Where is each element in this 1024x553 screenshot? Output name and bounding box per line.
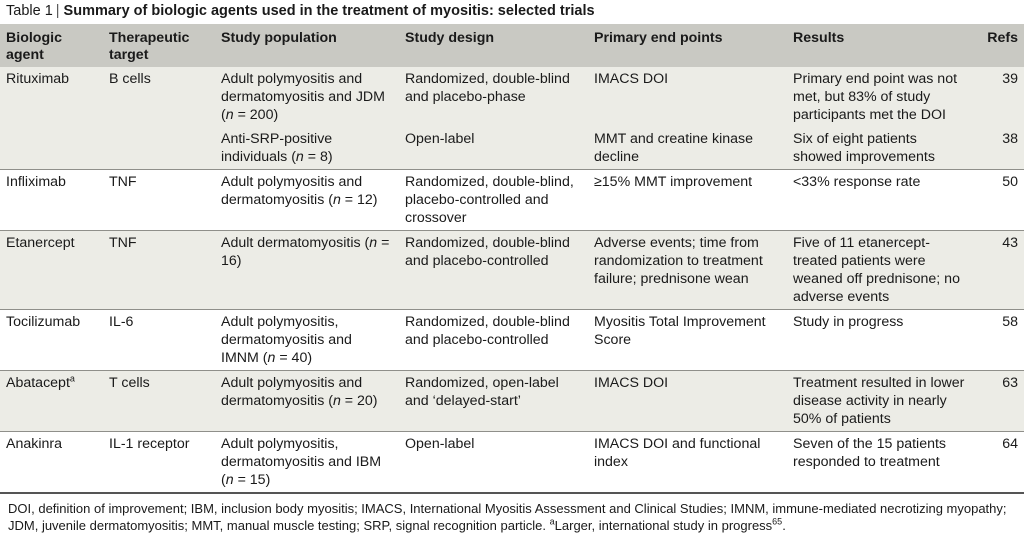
design-text: Randomized, double-blind and placebo-controlled [405,314,570,348]
results-text: Seven of the 15 patients responded to treatment [793,436,947,470]
table-header-row [0,24,1024,67]
cell-refs [974,371,1024,432]
population-text: Adult dermatomyositis ( [221,235,370,251]
cell-biologic-agent [0,310,103,371]
cell-primary-end-points [588,170,787,231]
population-count: = 200) [233,107,279,123]
endpoints-text: IMACS DOI and functional index [594,436,761,470]
cell-biologic-agent [0,371,103,432]
population-count: = 15) [233,472,271,488]
cell-biologic-agent [0,231,103,310]
cell-study-population [215,127,399,170]
header-biologic-agent: Biologic agent [0,24,103,67]
cell-therapeutic-target [103,170,215,231]
cell-results [787,371,974,432]
cell-study-population [215,371,399,432]
population-text: Adult polymyositis and dermatomyositis ( [221,174,363,208]
footnote-end: . [782,518,786,533]
agent-name: Anakinra [6,436,62,452]
cell-refs [974,170,1024,231]
design-text: Open-label [405,436,475,452]
design-text: Randomized, double-blind and placebo-controlled [405,235,570,269]
cell-study-population [215,231,399,310]
target-text: TNF [109,174,137,190]
footnote-marker: a [549,516,555,527]
population-count: = 40) [275,350,313,366]
cell-primary-end-points [588,432,787,493]
header-study-design: Study design [399,24,588,67]
population-n-symbol: n [225,472,234,488]
cell-primary-end-points [588,310,787,371]
results-text: Primary end point was not met, but 83% of study participants met the DOI [793,71,958,123]
table-footnote [0,492,1024,534]
population-count: = 8) [303,149,333,165]
cell-therapeutic-target [103,371,215,432]
agent-name: Tocilizumab [6,314,81,330]
cell-refs [974,231,1024,310]
population-text: Adult polymyositis, dermatomyositis and IMNM ( [221,314,352,366]
population-n-symbol: n [295,149,304,165]
cell-refs [974,432,1024,493]
population-text: Adult polymyositis, dermatomyositis and IBM ( [221,436,382,488]
target-text: TNF [109,235,137,251]
results-text: <33% response rate [793,174,921,190]
refs-text: 50 [1002,174,1018,190]
design-text: Randomized, double-blind, placebo-controlled and crossover [405,174,574,226]
cell-study-design [399,231,588,310]
biologic-agents-table [0,24,1024,492]
target-text: IL-6 [109,314,134,330]
population-text: Adult polymyositis and dermatomyositis and JDM ( [221,71,385,123]
cell-therapeutic-target [103,231,215,310]
cell-study-design [399,371,588,432]
table-row [0,231,1024,310]
refs-text: 38 [1002,131,1018,147]
cell-therapeutic-target [103,127,215,170]
population-count: = 16) [221,235,390,269]
footnote-note-ref: 65 [772,516,783,527]
table-caption [0,0,1024,24]
population-text: Adult polymyositis and dermatomyositis ( [221,375,363,409]
cell-study-design [399,67,588,127]
cell-results [787,127,974,170]
table-row [0,371,1024,432]
table-title: Summary of biologic agents used in the treatment of myositis: selected trials [63,3,595,19]
design-text: Open-label [405,131,475,147]
population-text: Anti-SRP-positive individuals ( [221,131,333,165]
refs-text: 64 [1002,436,1018,452]
agent-name: Abatacept [6,375,70,391]
cell-refs [974,310,1024,371]
header-therapeutic-target: Therapeutic target [103,24,215,67]
cell-results [787,170,974,231]
population-n-symbol: n [332,393,341,409]
cell-study-design [399,310,588,371]
agent-name: Rituximab [6,71,70,87]
cell-primary-end-points [588,231,787,310]
cell-study-population [215,310,399,371]
target-text: T cells [109,375,150,391]
endpoints-text: Adverse events; time from randomization to treatment failure; prednisone wean [594,235,763,287]
cell-biologic-agent [0,432,103,493]
cell-study-design [399,170,588,231]
endpoints-text: IMACS DOI [594,375,669,391]
population-n-symbol: n [225,107,234,123]
results-text: Six of eight patients showed improvements [793,131,935,165]
header-results: Results [787,24,974,67]
cell-biologic-agent [0,170,103,231]
cell-study-population [215,170,399,231]
footnote-note: Larger, international study in progress [554,518,773,533]
cell-primary-end-points [588,127,787,170]
table-label: Table 1 [6,3,53,19]
cell-refs [974,67,1024,127]
agent-name: Infliximab [6,174,66,190]
table-body [0,67,1024,492]
table-row [0,310,1024,371]
header-study-population: Study population [215,24,399,67]
header-refs: Refs [974,24,1024,67]
cell-biologic-agent [0,67,103,127]
endpoints-text: Myositis Total Improvement Score [594,314,766,348]
population-n-symbol: n [369,235,378,251]
cell-results [787,231,974,310]
cell-primary-end-points [588,67,787,127]
results-text: Treatment resulted in lower disease activity in nearly 50% of patients [793,375,965,427]
footnote-abbreviations: DOI, definition of improvement; IBM, inclusion body myositis; IMACS, International Myositis Assessment and Clinical Studies; IMNM, immune-mediated necrotizing myopathy; JDM, juvenile dermatomyositis; MMT, manual muscle testing; SRP, signal recognition particle. [8,501,1007,533]
endpoints-text: ≥15% MMT improvement [594,174,753,190]
refs-text: 39 [1002,71,1018,87]
cell-results [787,432,974,493]
population-count: = 20) [340,393,378,409]
cell-results [787,310,974,371]
cell-primary-end-points [588,371,787,432]
cell-study-design [399,432,588,493]
design-text: Randomized, open-label and ‘delayed-start’ [405,375,559,409]
target-text: IL-1 receptor [109,436,190,452]
table-row [0,67,1024,127]
agent-name: Etanercept [6,235,75,251]
cell-results [787,67,974,127]
cell-therapeutic-target [103,67,215,127]
results-text: Five of 11 etanercept-treated patients were weaned off prednisone; no adverse events [793,235,960,305]
refs-text: 43 [1002,235,1018,251]
refs-text: 58 [1002,314,1018,330]
table-row [0,170,1024,231]
header-primary-end-points: Primary end points [588,24,787,67]
cell-therapeutic-target [103,310,215,371]
cell-refs [974,127,1024,170]
cell-study-design [399,127,588,170]
endpoints-text: MMT and creatine kinase decline [594,131,754,165]
cell-therapeutic-target [103,432,215,493]
refs-text: 63 [1002,375,1018,391]
population-n-symbol: n [267,350,276,366]
cell-biologic-agent [0,127,103,170]
design-text: Randomized, double-blind and placebo-phase [405,71,570,105]
endpoints-text: IMACS DOI [594,71,669,87]
agent-footnote-marker: a [69,373,75,384]
cell-study-population [215,432,399,493]
table-row [0,432,1024,493]
table-row [0,127,1024,170]
cell-study-population [215,67,399,127]
caption-separator: | [55,3,60,19]
results-text: Study in progress [793,314,904,330]
population-count: = 12) [340,192,378,208]
population-n-symbol: n [332,192,341,208]
target-text: B cells [109,71,151,87]
